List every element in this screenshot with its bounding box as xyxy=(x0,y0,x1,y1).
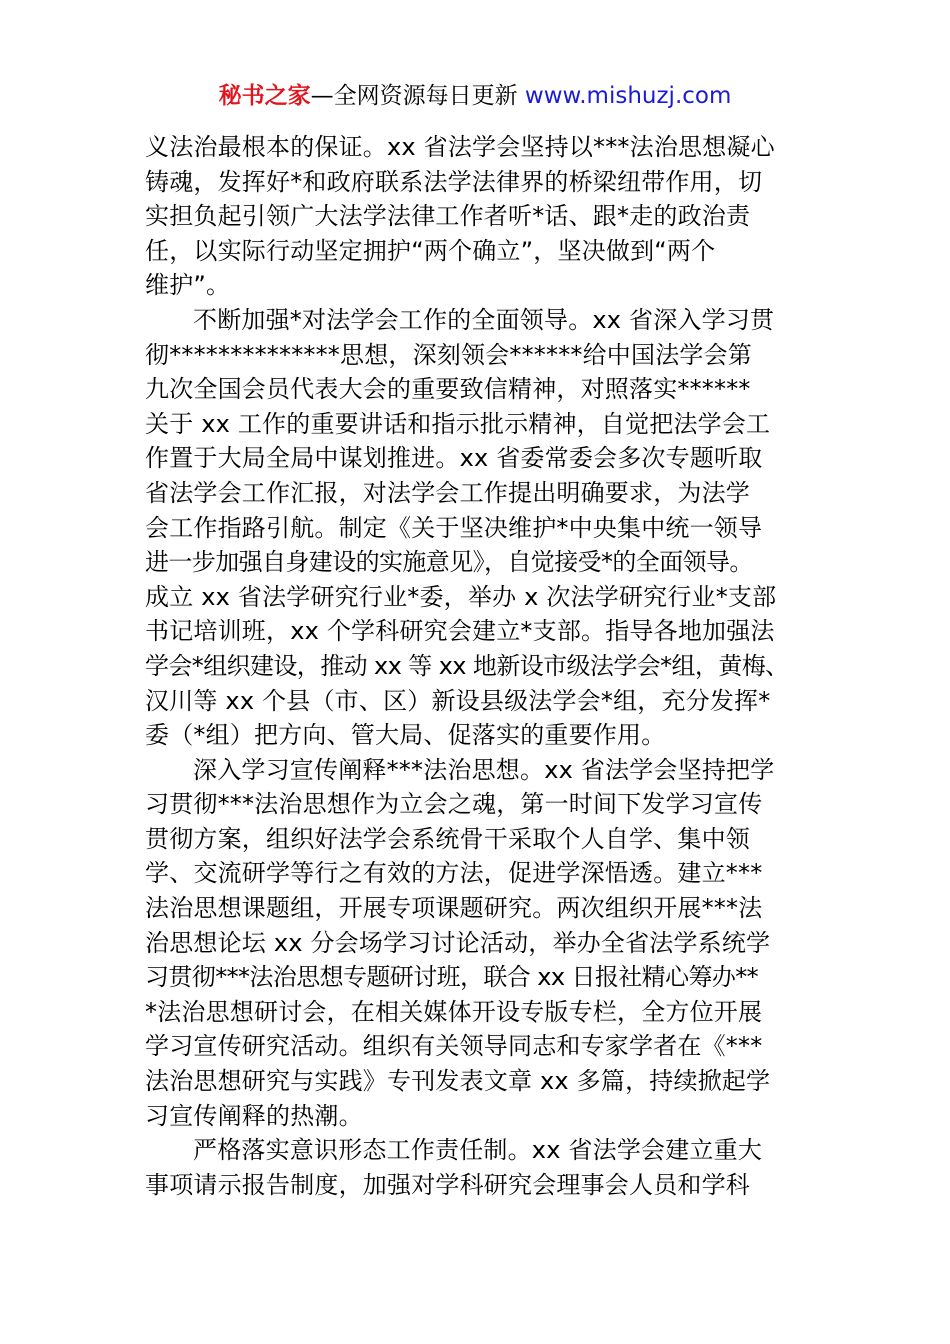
text-line: 彻**************思想，深刻领会******给中国法学会第 xyxy=(145,340,752,369)
document-body xyxy=(145,130,810,1202)
text-line: 实担负起引领广大法学法律工作者听*话、跟*走的政治责 xyxy=(145,202,751,231)
text-line: 书记培训班，xx 个学科研究会建立*支部。指导各地加强法 xyxy=(145,617,775,646)
text-line: 成立 xx 省法学研究行业*委，举办 x 次法学研究行业*支部 xyxy=(145,582,777,611)
site-brand: 秘书之家 xyxy=(218,83,311,109)
site-tagline: —全网资源每日更新 xyxy=(310,83,525,109)
text-line: 学习宣传研究活动。组织有关领导同志和专家学者在《*** xyxy=(145,1032,763,1061)
site-url-link[interactable]: www.mishuzj.com xyxy=(524,83,732,109)
text-line: 习贯彻***法治思想作为立会之魂，第一时间下发学习宣传 xyxy=(145,790,763,819)
text-line: 治思想论坛 xx 分会场学习讨论活动，举办全省法学系统学 xyxy=(145,928,771,957)
site-banner xyxy=(0,80,950,112)
text-line: *法治思想研讨会，在相关媒体开设专版专栏，全方位开展 xyxy=(145,997,763,1026)
text-line: 法治思想研究与实践》专刊发表文章 xx 多篇，持续掀起学 xyxy=(145,1067,771,1096)
text-line: 作置于大局全局中谋划推进。xx 省委常委会多次专题听取 xyxy=(145,444,763,473)
paragraph-heading-line: 严格落实意识形态工作责任制。xx 省法学会建立重大 xyxy=(193,1136,763,1165)
text-line: 任，以实际行动坚定拥护“两个确立”，坚决做到“两个 xyxy=(145,236,716,265)
text-line: 学、交流研学等行之有效的方法，促进学深悟透。建立*** xyxy=(145,859,763,888)
text-line: 习贯彻***法治思想专题研讨班，联合 xx 日报社精心筹办** xyxy=(145,963,759,992)
text-line: 省法学会工作汇报，对法学会工作提出明确要求，为法学 xyxy=(145,478,750,507)
text-line: 会工作指路引航。制定《关于坚决维护*中央集中统一领导 xyxy=(145,513,763,542)
paragraph-heading-line: 不断加强*对法学会工作的全面领导。xx 省深入学习贯 xyxy=(193,305,775,334)
paragraph-heading-line: 深入学习宣传阐释***法治思想。xx 省法学会坚持把学 xyxy=(193,755,775,784)
text-line: 关于 xx 工作的重要讲话和指示批示精神，自觉把法学会工 xyxy=(145,409,771,438)
text-line: 维护”。 xyxy=(145,271,231,300)
text-line: 法治思想课题组，开展专项课题研究。两次组织开展***法 xyxy=(145,894,763,923)
text-line: 铸魂，发挥好*和政府联系法学法律界的桥梁纽带作用，切 xyxy=(145,167,763,196)
text-line: 学会*组织建设，推动 xx 等 xx 地新设市级法学会*组，黄梅、 xyxy=(145,651,789,680)
text-line: 九次全国会员代表大会的重要致信精神，对照落实****** xyxy=(145,375,751,404)
text-line: 汉川等 xx 个县（市、区）新设县级法学会*组，充分发挥* xyxy=(145,686,771,715)
text-line: 习宣传阐释的热潮。 xyxy=(145,1101,363,1130)
text-line: 贯彻方案，组织好法学会系统骨干采取个人自学、集中领 xyxy=(145,824,750,853)
text-line: 义法治最根本的保证。xx 省法学会坚持以***法治思想凝心 xyxy=(145,133,775,161)
text-line: 事项请示报告制度，加强对学科研究会理事会人员和学科 xyxy=(145,1170,750,1199)
text-line: 进一步加强自身建设的实施意见》，自觉接受*的全面领导。 xyxy=(145,548,753,577)
text-line: 委（*组）把方向、管大局、促落实的重要作用。 xyxy=(145,721,666,750)
